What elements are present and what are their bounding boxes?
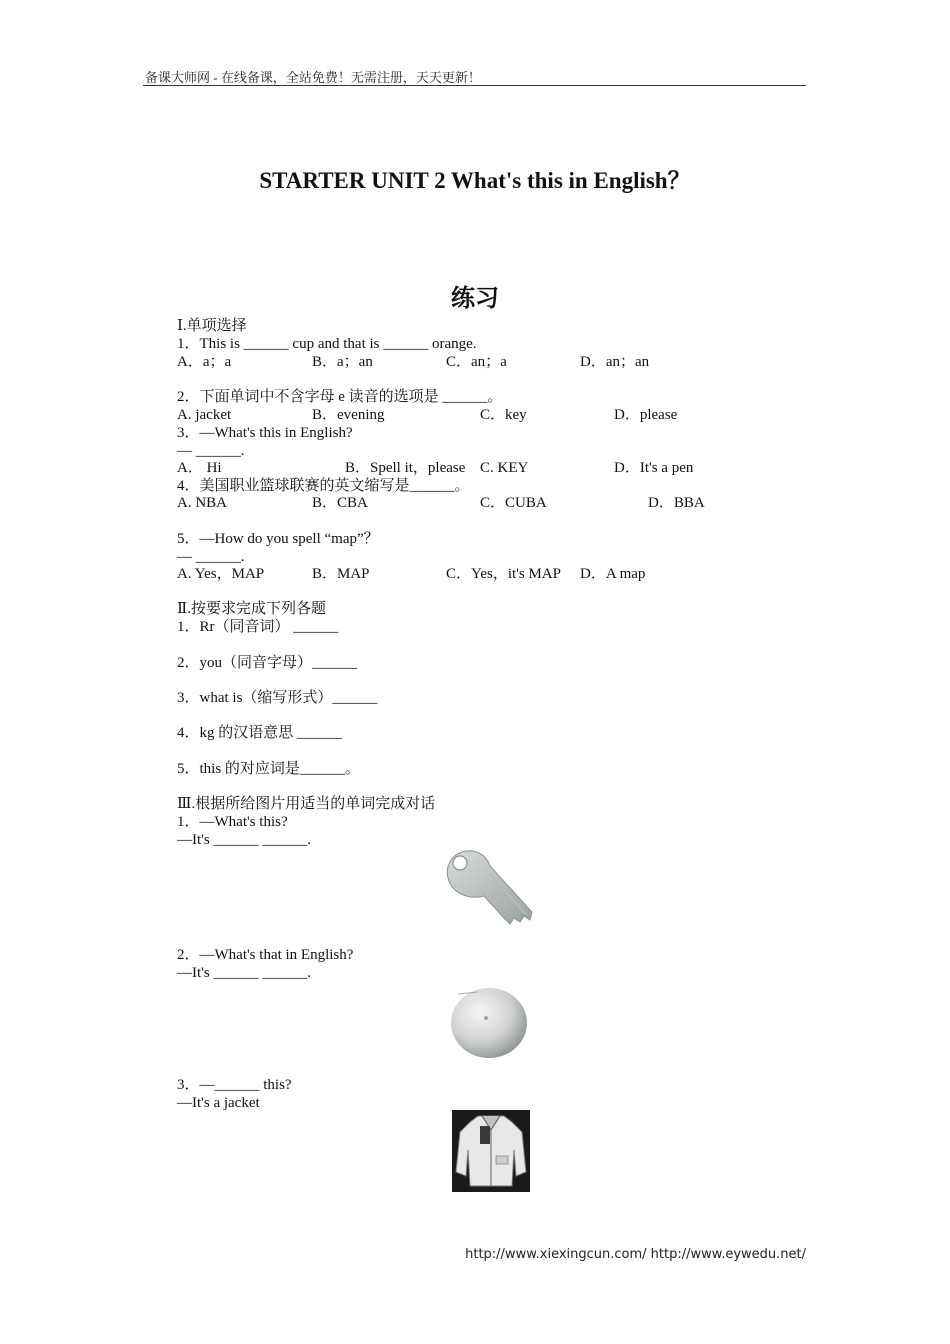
- dialog3-answer: —It's a jacket: [177, 1095, 260, 1111]
- q1-stem: 1．This is ______ cup and that is ______ orange.: [177, 336, 477, 352]
- q1-option-b: B．a；an: [312, 354, 373, 370]
- q3-stem: 3．—What's this in English?: [177, 425, 353, 441]
- q3-option-d: D．It's a pen: [614, 460, 694, 476]
- page-title: STARTER UNIT 2 What's this in English？: [259, 168, 691, 193]
- q5-stem: 5．—How do you spell “map”？: [177, 531, 379, 547]
- q3-option-c: C. KEY: [480, 460, 529, 476]
- q4-stem: 4．美国职业篮球联赛的英文缩写是______。: [177, 478, 470, 494]
- list-item: 2．you（同音字母）______: [177, 655, 358, 671]
- q2-option-d: D．please: [614, 407, 678, 423]
- dialog1-answer: —It's ______ ______.: [177, 832, 311, 848]
- q1-option-a: A．a；a: [177, 354, 232, 370]
- q2-stem: 2．下面单词中不含字母 e 读音的选项是 ______。: [177, 389, 503, 405]
- list-item: 1．Rr（同音词） ______: [177, 619, 339, 635]
- q4-option-c: C．CUBA: [480, 495, 547, 511]
- dialog1-question: 1．—What's this?: [177, 814, 288, 830]
- q2-option-a: A. jacket: [177, 407, 232, 423]
- section2-heading: Ⅱ.按要求完成下列各题: [177, 601, 326, 617]
- q1-option-d: D．an；an: [580, 354, 650, 370]
- q4-option-a: A. NBA: [177, 495, 228, 511]
- q3-answer-line: — ______.: [177, 443, 245, 459]
- q2-option-c: C．key: [480, 407, 527, 423]
- list-item: 4．kg 的汉语意思 ______: [177, 725, 343, 741]
- q5-option-d: D．A map: [580, 566, 646, 582]
- page-footer: http://www.xiexingcun.com/ http://www.eywedu.net/: [465, 1247, 806, 1262]
- dialog2-answer: —It's ______ ______.: [177, 965, 311, 981]
- dialog3-question: 3．—______ this?: [177, 1077, 292, 1093]
- q5-option-a: A. Yes，MAP: [177, 566, 265, 582]
- page-header: 备课大师网 - 在线备课，全站免费！无需注册，天天更新！: [145, 70, 481, 85]
- q1-option-c: C．an；a: [446, 354, 507, 370]
- page-subtitle: 练习: [451, 286, 499, 312]
- q5-option-c: C．Yes，it's MAP: [446, 566, 561, 582]
- list-item: 5．this 的对应词是______。: [177, 761, 360, 777]
- orange-icon: [448, 984, 530, 1060]
- dialog2-question: 2．—What's that in English?: [177, 947, 354, 963]
- header-rule: [143, 85, 806, 86]
- jacket-icon: [452, 1110, 530, 1192]
- q5-option-b: B．MAP: [312, 566, 370, 582]
- section3-heading: Ⅲ.根据所给图片用适当的单词完成对话: [177, 796, 436, 812]
- q4-option-d: D．BBA: [648, 495, 705, 511]
- q3-option-b: B．Spell it，please: [345, 460, 466, 476]
- q3-option-a: A． Hi: [177, 460, 222, 476]
- list-item: 3．what is（缩写形式）______: [177, 690, 378, 706]
- q4-option-b: B．CBA: [312, 495, 368, 511]
- q2-option-b: B．evening: [312, 407, 385, 423]
- section1-heading: Ⅰ.单项选择: [177, 318, 247, 334]
- key-icon: [440, 846, 540, 934]
- q5-answer-line: — ______.: [177, 549, 245, 565]
